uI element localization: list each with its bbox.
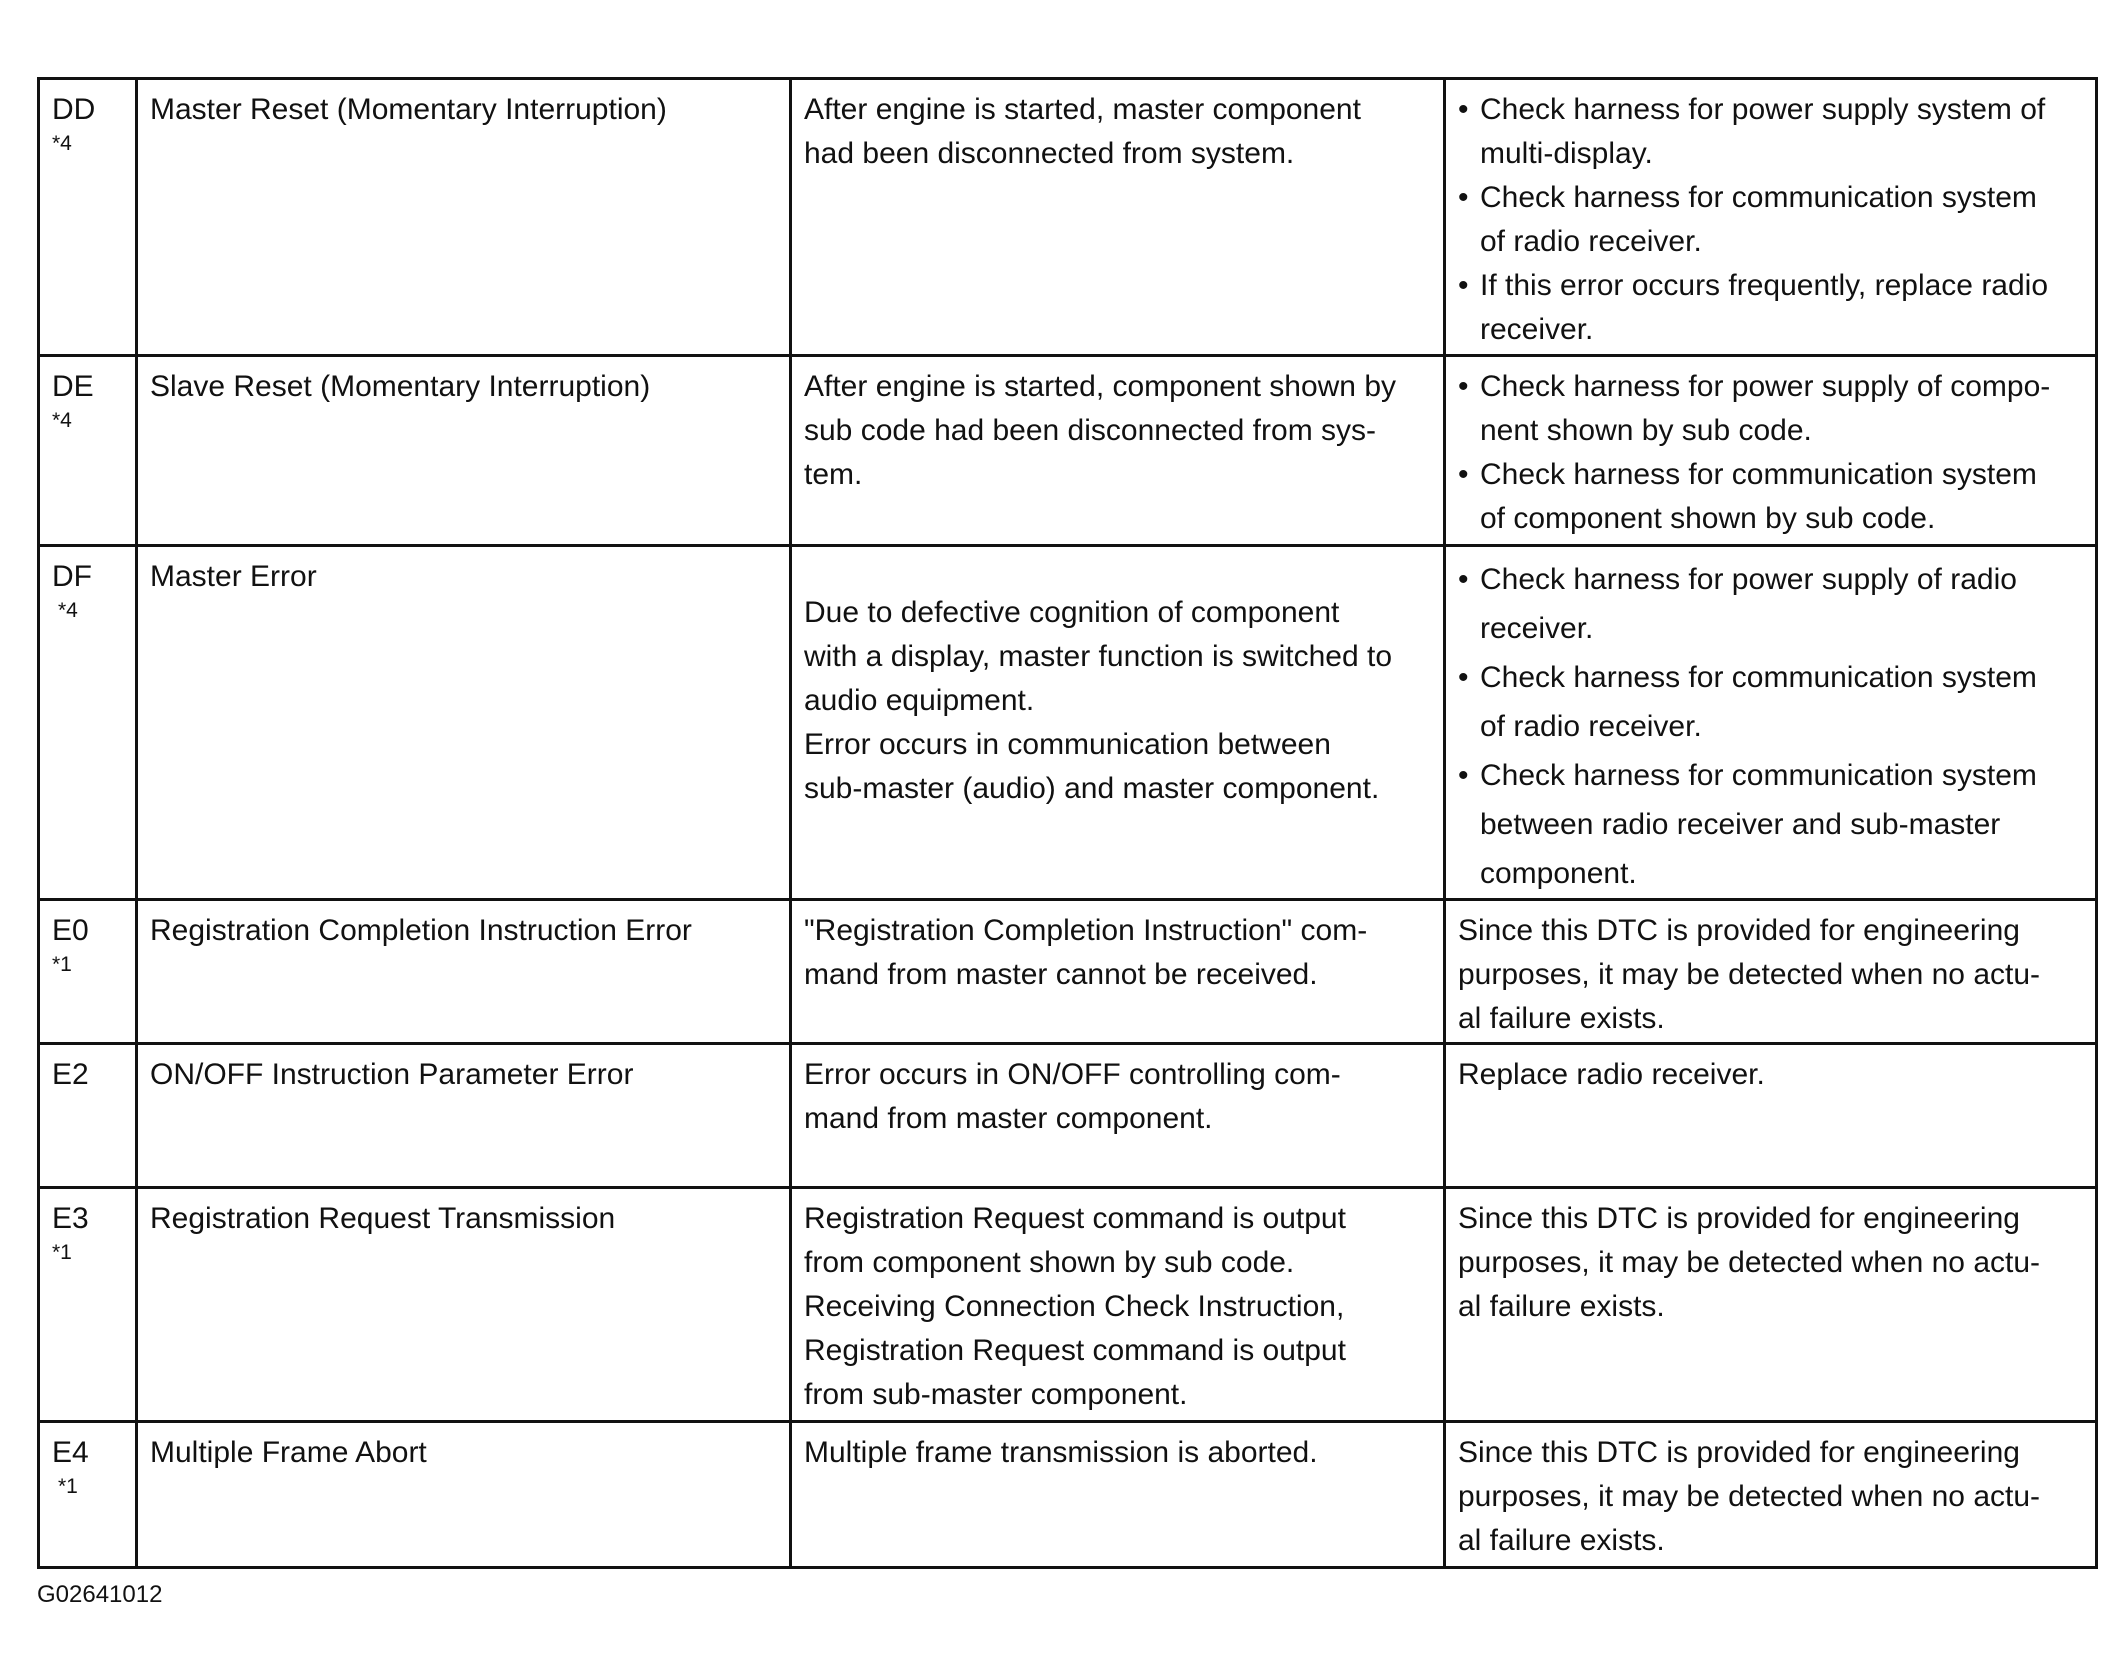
trouble-area-cell: [1445, 900, 2097, 1044]
area-line: • Check harness for communication system: [1480, 661, 2037, 694]
condition-line: mand from master component.: [804, 1102, 1213, 1135]
condition-line: Receiving Connection Check Instruction,: [804, 1290, 1345, 1323]
table-row: [39, 356, 2097, 546]
table-row: [39, 900, 2097, 1044]
area-line: receiver.: [1480, 313, 1594, 346]
condition-block: [804, 555, 1431, 811]
area-line: Replace radio receiver.: [1458, 1058, 1765, 1091]
area-line: purposes, it may be detected when no actu-: [1458, 1480, 2041, 1513]
trouble-condition-cell: [791, 546, 1445, 900]
trouble-area-cell: [1445, 79, 2097, 356]
trouble-area-item: [1458, 751, 2083, 898]
detection-item-cell: [137, 900, 791, 1044]
detection-item-cell: [137, 546, 791, 900]
area-line: • Check harness for communication system: [1480, 181, 2037, 214]
trouble-condition-cell: [791, 1422, 1445, 1568]
condition-line: Registration Request command is output: [804, 1334, 1346, 1367]
condition-line: After engine is started, component shown by: [804, 370, 1397, 403]
trouble-area-cell: [1445, 356, 2097, 546]
condition-line: tem.: [804, 458, 863, 491]
area-line: • If this error occurs frequently, replace radio: [1480, 269, 2049, 302]
figure-id: G02641012: [37, 1581, 163, 1608]
trouble-area-item: [1458, 365, 2083, 453]
trouble-area-list: [1458, 88, 2083, 352]
dtc-note: *4: [52, 132, 72, 155]
dtc-table: [37, 77, 2098, 1569]
table-row: [39, 546, 2097, 900]
area-line: • Check harness for power supply of compo-: [1480, 370, 2051, 403]
trouble-condition-cell: [791, 356, 1445, 546]
detection-item-cell: [137, 1188, 791, 1422]
dtc-code-cell: [39, 79, 137, 356]
detection-item-cell: [137, 1422, 791, 1568]
area-line: receiver.: [1480, 612, 1594, 645]
area-line: nent shown by sub code.: [1480, 414, 1812, 447]
detection-item-cell: [137, 1044, 791, 1188]
condition-line: sub code had been disconnected from sys-: [804, 414, 1377, 447]
area-line: • Check harness for communication system: [1480, 759, 2037, 792]
condition-line: After engine is started, master component: [804, 93, 1361, 126]
dtc-code-cell: [39, 546, 137, 900]
trouble-condition-cell: [791, 900, 1445, 1044]
condition-line: sub-master (audio) and master component.: [804, 772, 1380, 805]
area-line: al failure exists.: [1458, 1290, 1665, 1323]
dtc-note: *4: [58, 599, 78, 622]
dtc-code: DF: [52, 560, 92, 593]
dtc-code: DE: [52, 370, 94, 403]
table-row: [39, 1044, 2097, 1188]
dtc-note: *1: [52, 953, 72, 976]
dtc-code-cell: [39, 356, 137, 546]
condition-line: Error occurs in communication between: [804, 728, 1331, 761]
area-line: • Check harness for power supply system of: [1480, 93, 2046, 126]
dtc-code-cell: [39, 900, 137, 1044]
condition-line: "Registration Completion Instruction" com-: [804, 914, 1368, 947]
condition-line: Registration Request command is output: [804, 1202, 1346, 1235]
detection-item: Registration Request Transmission: [150, 1202, 616, 1235]
trouble-area-item: [1458, 264, 2083, 352]
area-line: of radio receiver.: [1480, 225, 1702, 258]
dtc-code-cell: [39, 1188, 137, 1422]
dtc-code: E4: [52, 1436, 89, 1469]
detection-item: Registration Completion Instruction Error: [150, 914, 692, 947]
table-row: [39, 79, 2097, 356]
trouble-area-cell: [1445, 546, 2097, 900]
area-line: of radio receiver.: [1480, 710, 1702, 743]
condition-line: Error occurs in ON/OFF controlling com-: [804, 1058, 1341, 1091]
table-row: [39, 1422, 2097, 1568]
detection-item-cell: [137, 79, 791, 356]
trouble-condition-cell: [791, 79, 1445, 356]
trouble-area-cell: [1445, 1422, 2097, 1568]
trouble-area-list: [1458, 365, 2083, 541]
trouble-area-cell: [1445, 1188, 2097, 1422]
condition-line: audio equipment.: [804, 684, 1035, 717]
trouble-condition-cell: [791, 1188, 1445, 1422]
condition-line: from sub-master component.: [804, 1378, 1188, 1411]
dtc-code-cell: [39, 1422, 137, 1568]
dtc-code-cell: [39, 1044, 137, 1188]
area-line: • Check harness for communication system: [1480, 458, 2037, 491]
area-line: between radio receiver and sub-master: [1480, 808, 2001, 841]
dtc-note: *1: [52, 1241, 72, 1264]
area-line: multi-display.: [1480, 137, 1653, 170]
area-line: al failure exists.: [1458, 1524, 1665, 1557]
trouble-area-item: [1458, 176, 2083, 264]
table-row: [39, 1188, 2097, 1422]
area-line: of component shown by sub code.: [1480, 502, 1936, 535]
dtc-note: *4: [52, 409, 72, 432]
trouble-area-item: [1458, 453, 2083, 541]
trouble-area-item: [1458, 653, 2083, 751]
dtc-code: E3: [52, 1202, 89, 1235]
area-line: Since this DTC is provided for engineering: [1458, 914, 2020, 947]
area-line: Since this DTC is provided for engineering: [1458, 1202, 2020, 1235]
area-line: al failure exists.: [1458, 1002, 1665, 1035]
condition-line: Due to defective cognition of component: [804, 596, 1340, 629]
dtc-code: DD: [52, 93, 96, 126]
trouble-area-item: [1458, 555, 2083, 653]
dtc-code: E2: [52, 1058, 89, 1091]
condition-line: with a display, master function is switched to: [804, 640, 1393, 673]
area-line: • Check harness for power supply of radio: [1480, 563, 2017, 596]
area-line: Since this DTC is provided for engineering: [1458, 1436, 2020, 1469]
area-line: purposes, it may be detected when no actu-: [1458, 958, 2041, 991]
detection-item-cell: [137, 356, 791, 546]
condition-line: mand from master cannot be received.: [804, 958, 1318, 991]
trouble-condition-cell: [791, 1044, 1445, 1188]
area-line: component.: [1480, 857, 1637, 890]
condition-line: from component shown by sub code.: [804, 1246, 1295, 1279]
detection-item: Multiple Frame Abort: [150, 1436, 427, 1469]
detection-item: Slave Reset (Momentary Interruption): [150, 370, 651, 403]
detection-item: Master Reset (Momentary Interruption): [150, 93, 667, 126]
dtc-code: E0: [52, 914, 89, 947]
trouble-area-item: [1458, 88, 2083, 176]
dtc-note: *1: [58, 1475, 78, 1498]
trouble-area-list: [1458, 555, 2083, 898]
area-line: purposes, it may be detected when no actu-: [1458, 1246, 2041, 1279]
detection-item: ON/OFF Instruction Parameter Error: [150, 1058, 634, 1091]
trouble-area-cell: [1445, 1044, 2097, 1188]
detection-item: Master Error: [150, 560, 317, 593]
condition-line: Multiple frame transmission is aborted.: [804, 1436, 1318, 1469]
condition-line: had been disconnected from system.: [804, 137, 1295, 170]
